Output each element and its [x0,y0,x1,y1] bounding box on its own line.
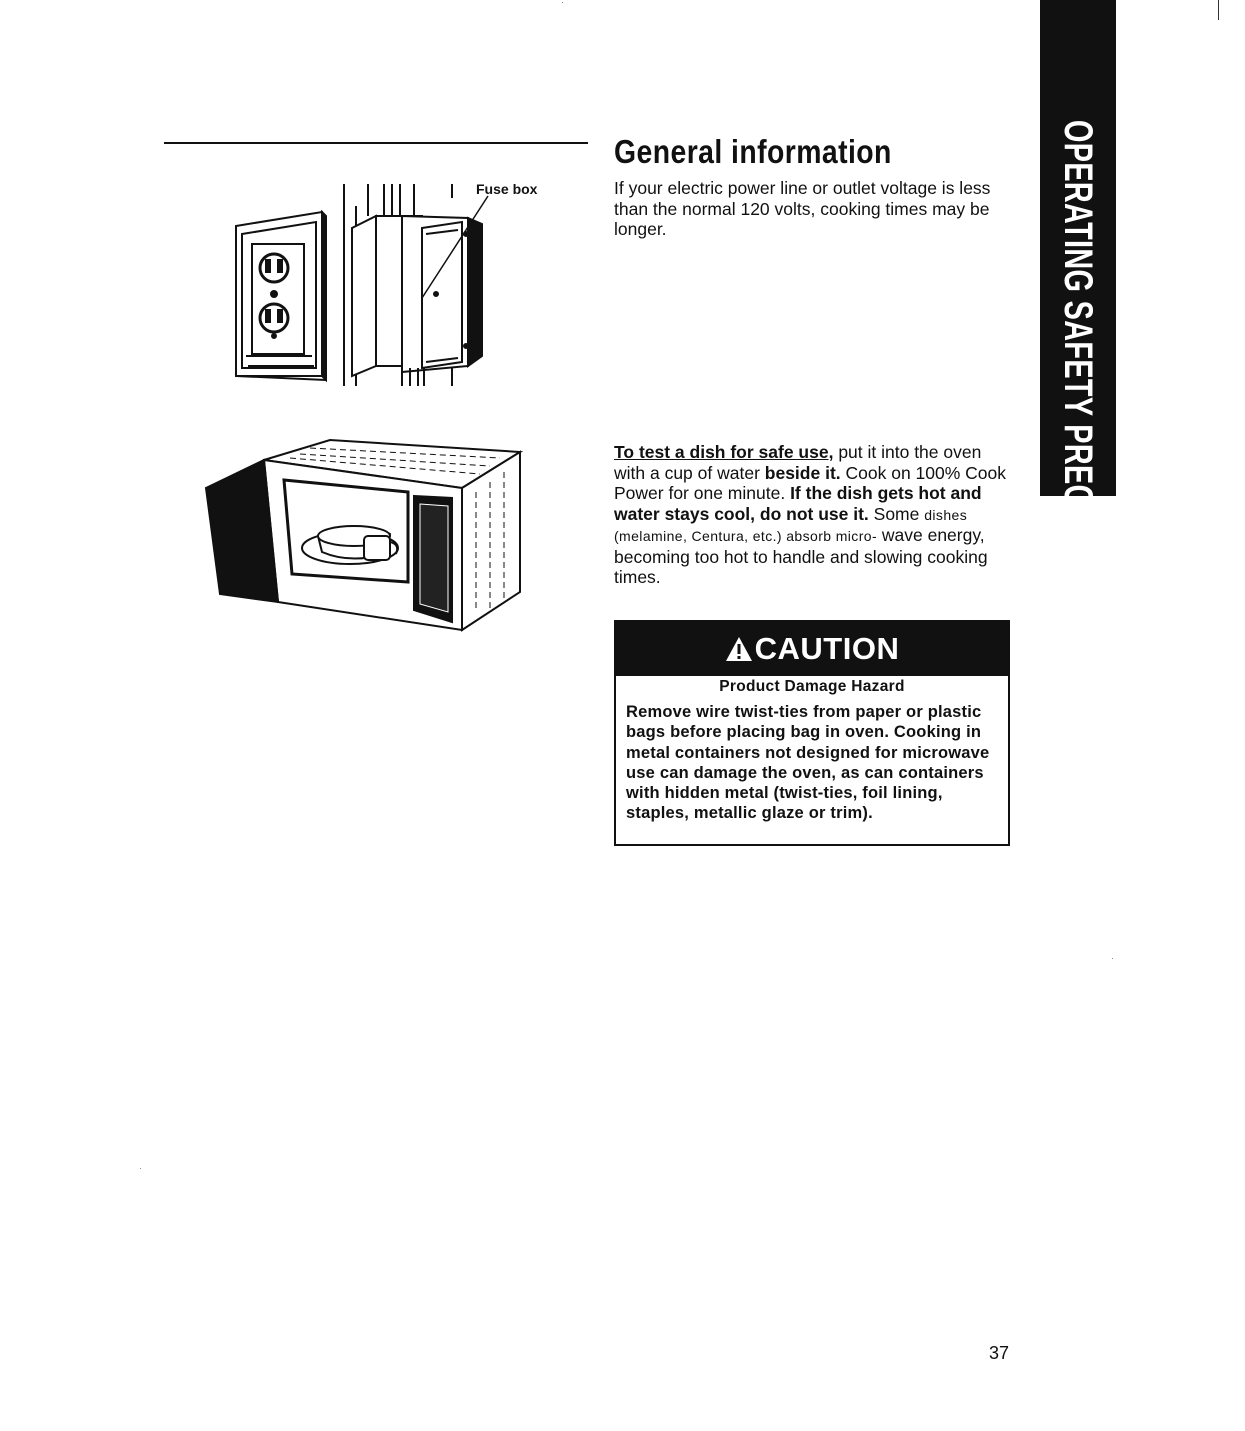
scan-speck [1112,958,1113,959]
page-number: 37 [989,1343,1010,1363]
dish-test-warning: If the dish gets hot and water stays cool, do not use it. [614,483,982,524]
caution-body: Remove wire twist-ties from paper or plastic bags before placing bag in oven. Cooking in metal containers not designed for microwave use can damage the oven, as can containers with hidden metal (twist-ties, foil lining, staples, metallic glaze or trim). [626,703,990,823]
dish-test-text: put it into the oven with a cup of water [614,442,982,483]
margin-mark [1218,0,1219,20]
page-title: General information [614,133,892,170]
caution-header [616,622,1008,676]
section-tab-label: OPERATING SAFETY PRECAUTIONS [1056,120,1100,638]
caution-title-text: CAUTION [754,631,900,666]
outlet-fusebox-illustration [226,176,526,391]
caution-title [725,631,900,667]
fuse-box-illustration [352,196,488,386]
caution-subtitle: Product Damage Hazard [719,678,905,695]
dish-test-text: Some [868,503,925,524]
section-rule [164,142,588,144]
dish-test-bold: beside it. [764,462,841,483]
scan-speck [562,2,563,3]
scan-speck [140,1168,141,1169]
dish-test-lead: To test a dish for safe use, [614,442,834,462]
microwave-illustration [200,432,530,637]
dish-test-small: dishes (melamine, Centura, etc.) absorb micro- [614,506,968,544]
dish-test-text: wave energy, becoming too hot to handle and slowing cooking times. [614,525,988,587]
dish-test-paragraph [614,442,1014,588]
warning-triangle-icon [725,636,753,662]
caution-box [614,620,1010,846]
fuse-box-label: Fuse box [476,181,538,197]
outlet-illustration [236,212,326,380]
section-tab [1040,0,1116,638]
dish-test-text: Cook on 100% Cook Power for one minute. [614,462,1007,503]
voltage-paragraph: If your electric power line or outlet voltage is less than the normal 120 volts, cooking times may be longer. [614,178,991,239]
